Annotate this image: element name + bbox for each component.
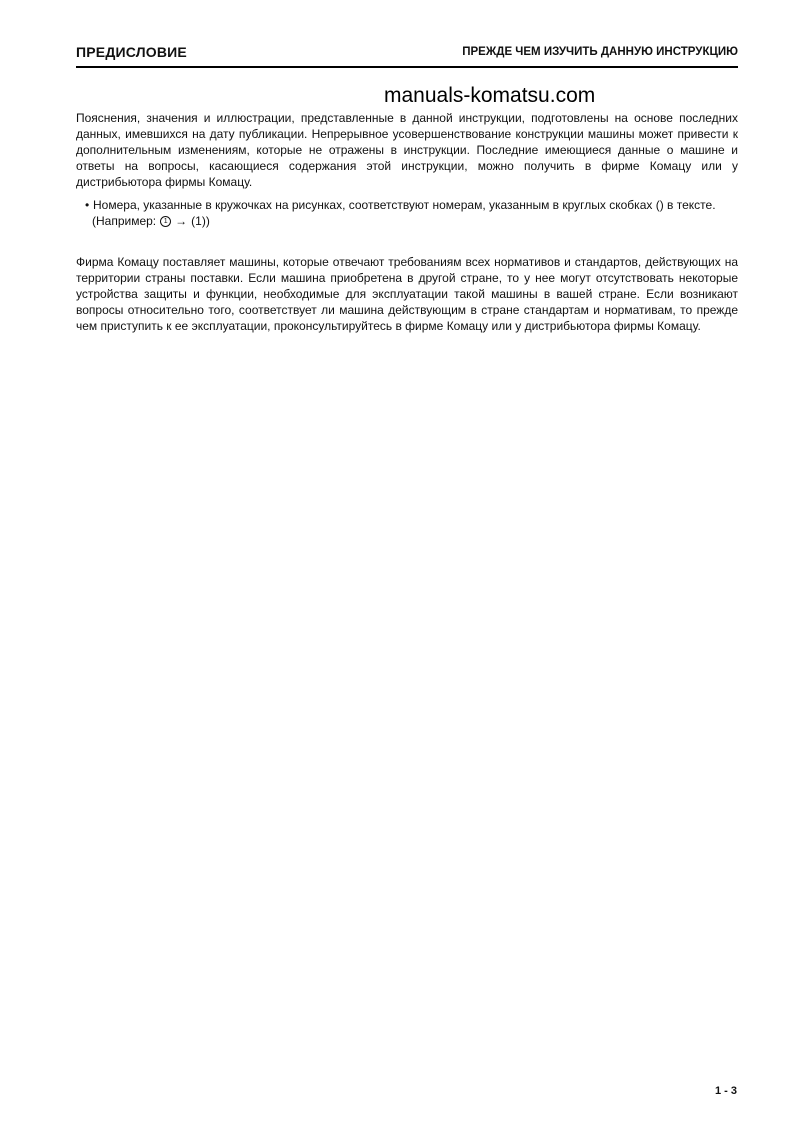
circled-number-icon: 1 (160, 216, 171, 227)
bullet-icon: • (85, 198, 90, 212)
page-content (76, 110, 738, 334)
compliance-paragraph: Фирма Комацу поставляет машины, которые отвечают требованиям всех нормативов и стандартов, действующих на территории страны поставки. Если машина приобретена в другой стране, то у нее могут отсутствовать некоторые устройства защиты и функции, необходимые для эксплуатации такой машины в вашей стране. Если возникают вопросы относительно того, соответствует ли машина действующим в стране стандартам и нормативам, то прежде чем приступить к ее эксплуатации, проконсультируйтесь в фирме Комацу или у дистрибьютора фирмы Комацу. (76, 255, 738, 333)
section-title: ПРЕДИСЛОВИЕ (76, 44, 187, 60)
page-header (76, 42, 738, 68)
bullet-note (85, 197, 738, 213)
arrow-icon: → (175, 214, 188, 228)
example-suffix: (1)) (191, 214, 210, 228)
intro-paragraph: Пояснения, значения и иллюстрации, представленные в данной инструкции, подготовлены на основе последних данных, имевшихся на дату публикации. Непрерывное усовершенствование конструкции машины может привести к дополнительным изменениям, которые не отражены в инструкции. Последние имеющиеся данные о машине и ответы на вопросы, касающиеся содержания этой инструкции, можно получить в фирме Комацу или у дистрибьютора фирмы Комацу. (76, 111, 738, 189)
chapter-title: ПРЕЖДЕ ЧЕМ ИЗУЧИТЬ ДАННУЮ ИНСТРУКЦИЮ (462, 46, 738, 58)
example-line (92, 213, 738, 229)
example-prefix: (Например: (92, 214, 157, 228)
page-number: 1 - 3 (714, 1085, 737, 1097)
watermark-link[interactable]: manuals-komatsu.com (384, 84, 596, 107)
bullet-text: Номера, указанные в кружочках на рисунках, соответствуют номерам, указанным в круглых скобках () в тексте. (93, 198, 716, 212)
